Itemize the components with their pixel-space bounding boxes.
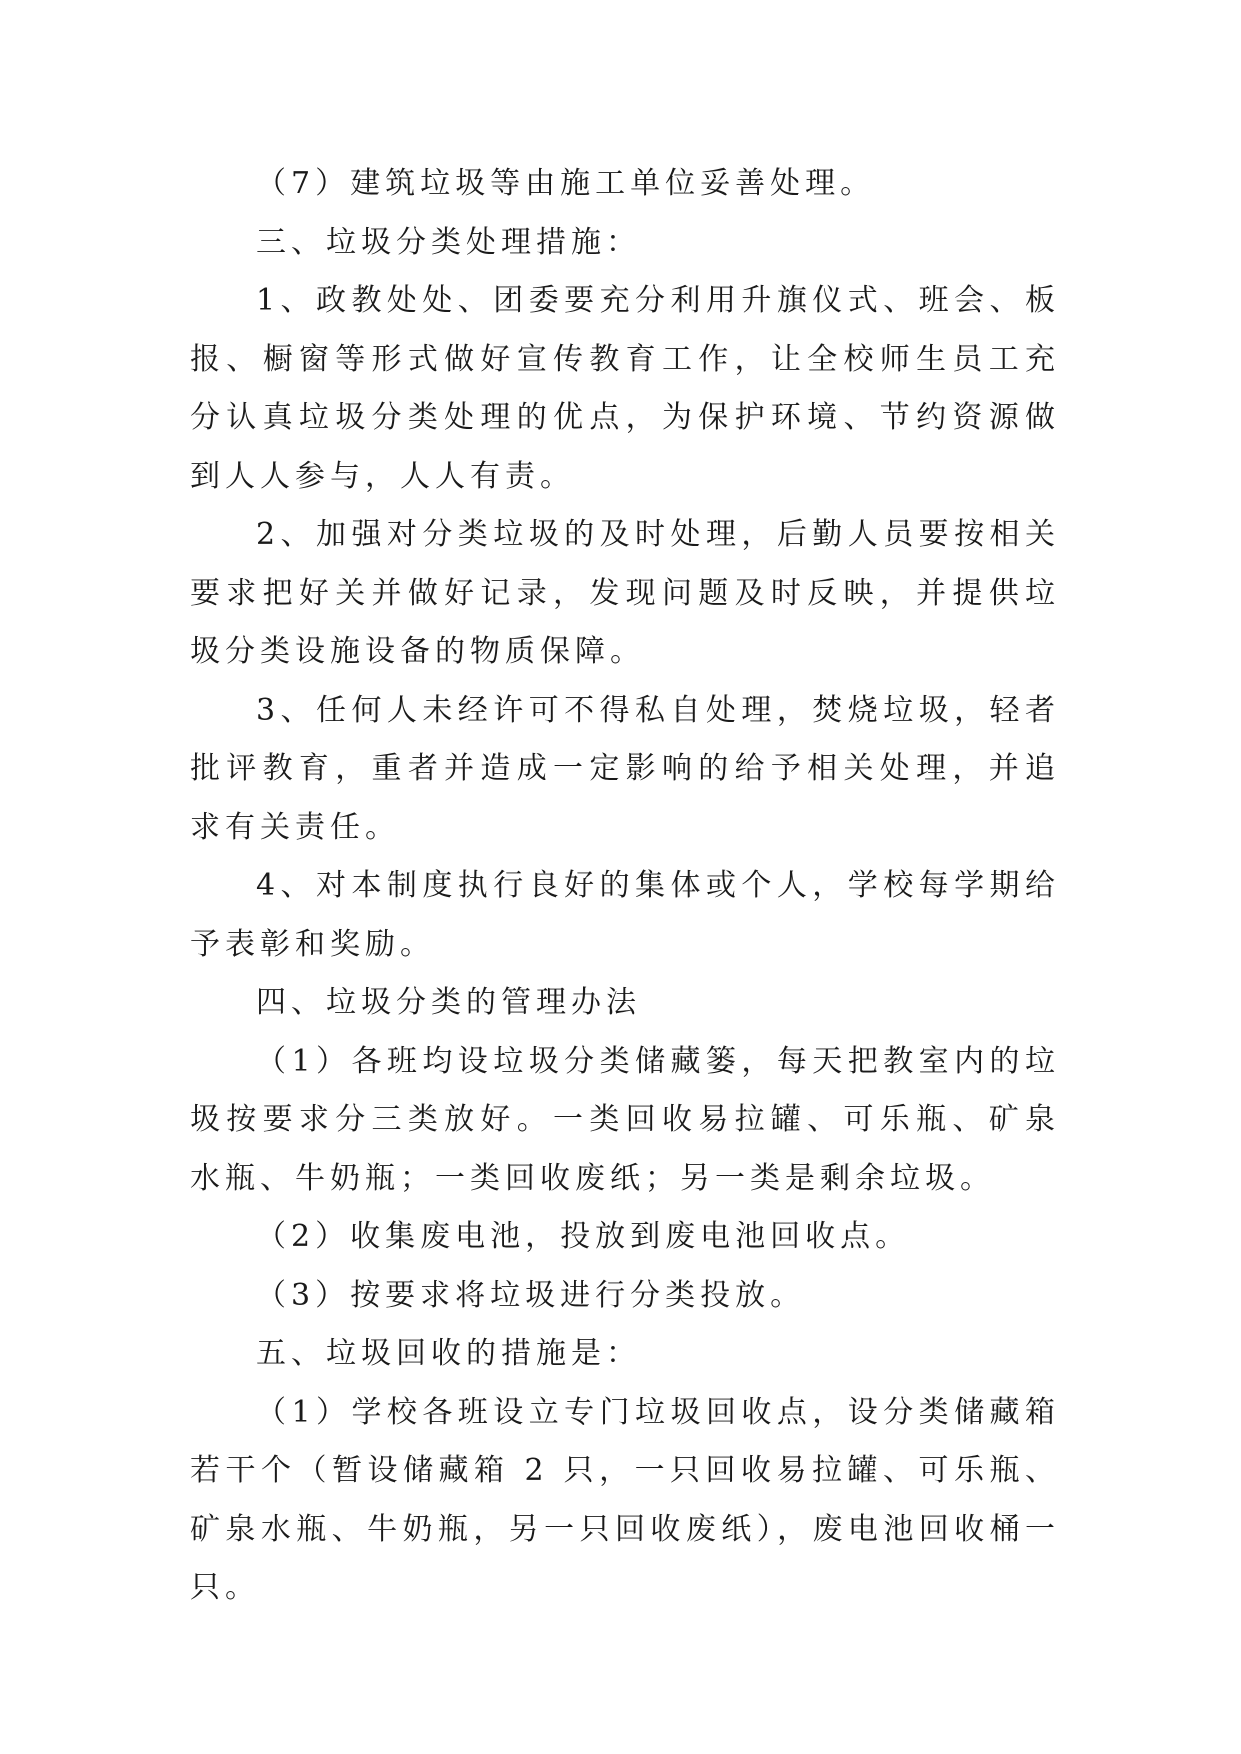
paragraph-measure-1: 1、政教处处、团委要充分利用升旗仪式、班会、板报、橱窗等形式做好宣传教育工作，让全校师生员工充分认真垃圾分类处理的优点，为保护环境、节约资源做到人人参与，人人有责。 [190,283,1060,494]
section-heading-measures: 三、垃圾分类处理措施： [256,224,641,260]
section-heading-management: 四、垃圾分类的管理办法 [256,985,641,1020]
paragraph-measure-4: 4、对本制度执行良好的集体或个人，学校每学期给予表彰和奖励。 [190,868,1060,962]
paragraph-measure-3: 3、任何人未经许可不得私自处理，焚烧垃圾，轻者批评教育，重者并造成一定影响的给予相关处理，并追求有关责任。 [190,692,1060,845]
paragraph-management-2: （2）收集废电池，投放到废电池回收点。 [256,1219,911,1254]
paragraph-management-3: （3）按要求将垃圾进行分类投放。 [256,1277,806,1313]
paragraph-recycling-1: （1）学校各班设立专门垃圾回收点，设分类储藏箱若干个（暂设储藏箱 2 只，一只回收易拉罐、可乐瓶、矿泉水瓶、牛奶瓶，另一只回收废纸），废电池回收桶一只。 [190,1394,1060,1605]
paragraph-measure-2: 2、加强对分类垃圾的及时处理，后勤人员要按相关要求把好关并做好记录，发现问题及时反映，并提供垃圾分类设施设备的物质保障。 [190,517,1060,669]
paragraph-management-1: （1）各班均设垃圾分类储藏篓，每天把教室内的垃圾按要求分三类放好。一类回收易拉罐、可乐瓶、矿泉水瓶、牛奶瓶；一类回收废纸；另一类是剩余垃圾。 [190,1043,1060,1196]
paragraph-item-7-construction-waste: （7）建筑垃圾等由施工单位妥善处理。 [256,166,876,201]
document-body [190,155,1060,1618]
section-heading-recycling: 五、垃圾回收的措施是： [256,1336,641,1371]
